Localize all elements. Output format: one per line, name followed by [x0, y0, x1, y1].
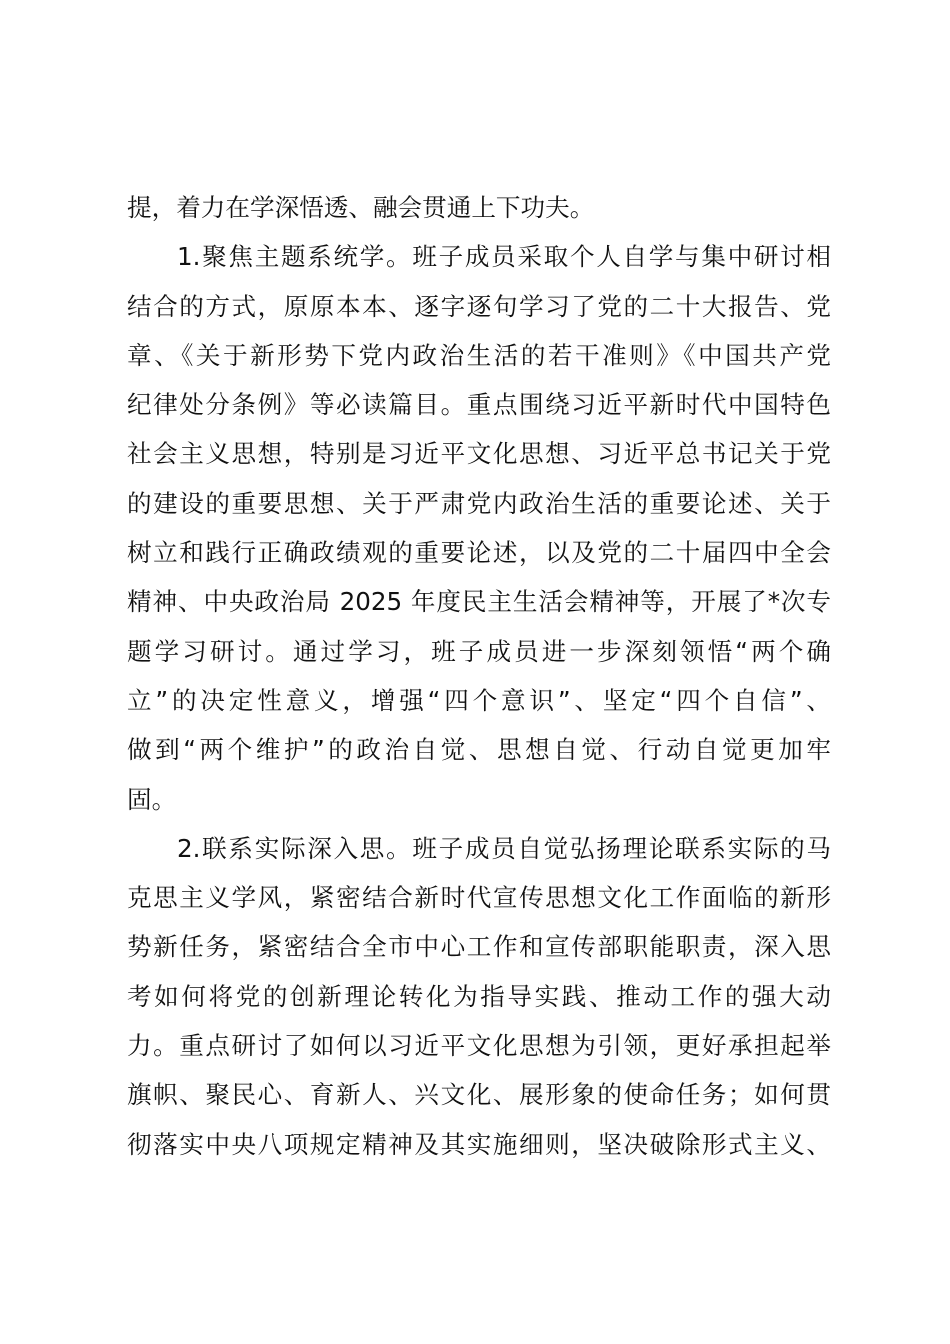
paragraph-line: 的建设的重要思想、关于严肃党内政治生活的重要论述、关于	[127, 488, 831, 518]
paragraph-line: 势新任务，紧密结合全市中心工作和宣传部职能职责，深入思	[127, 932, 831, 962]
section-heading-line: 1.聚焦主题系统学。班子成员采取个人自学与集中研讨相	[177, 242, 831, 272]
paragraph-line: 纪律处分条例》等必读篇目。重点围绕习近平新时代中国特色	[127, 390, 831, 420]
paragraph-line: 题学习研讨。通过学习，班子成员进一步深刻领悟“两个确	[127, 636, 831, 666]
document-page	[127, 183, 831, 1169]
paragraph-line: 彻落实中央八项规定精神及其实施细则，坚决破除形式主义、	[127, 1129, 831, 1159]
paragraph-line: 做到“两个维护”的政治自觉、思想自觉、行动自觉更加牢	[127, 735, 831, 765]
paragraph-line: 精神、中央政治局 2025 年度民主生活会精神等，开展了*次专	[127, 587, 831, 617]
paragraph-line: 旗帜、聚民心、育新人、兴文化、展形象的使命任务；如何贯	[127, 1080, 831, 1110]
paragraph-line: 提，着力在学深悟透、融会贯通上下功夫。	[127, 193, 595, 222]
paragraph-line: 固。	[127, 784, 177, 814]
paragraph-line: 立”的决定性意义，增强“四个意识”、坚定“四个自信”、	[127, 685, 831, 715]
paragraph-line: 考如何将党的创新理论转化为指导实践、推动工作的强大动	[127, 981, 831, 1011]
paragraph-line: 章、《关于新形势下党内政治生活的若干准则》《中国共产党	[127, 340, 831, 370]
paragraph-line: 力。重点研讨了如何以习近平文化思想为引领，更好承担起举	[127, 1031, 831, 1061]
paragraph-line: 克思主义学风，紧密结合新时代宣传思想文化工作面临的新形	[127, 883, 831, 913]
paragraph-line: 结合的方式，原原本本、逐字逐句学习了党的二十大报告、党	[127, 291, 831, 321]
paragraph-line: 社会主义思想，特别是习近平文化思想、习近平总书记关于党	[127, 439, 831, 469]
paragraph-line: 树立和践行正确政绩观的重要论述，以及党的二十届四中全会	[127, 538, 831, 568]
section-heading-line: 2.联系实际深入思。班子成员自觉弘扬理论联系实际的马	[177, 833, 831, 863]
